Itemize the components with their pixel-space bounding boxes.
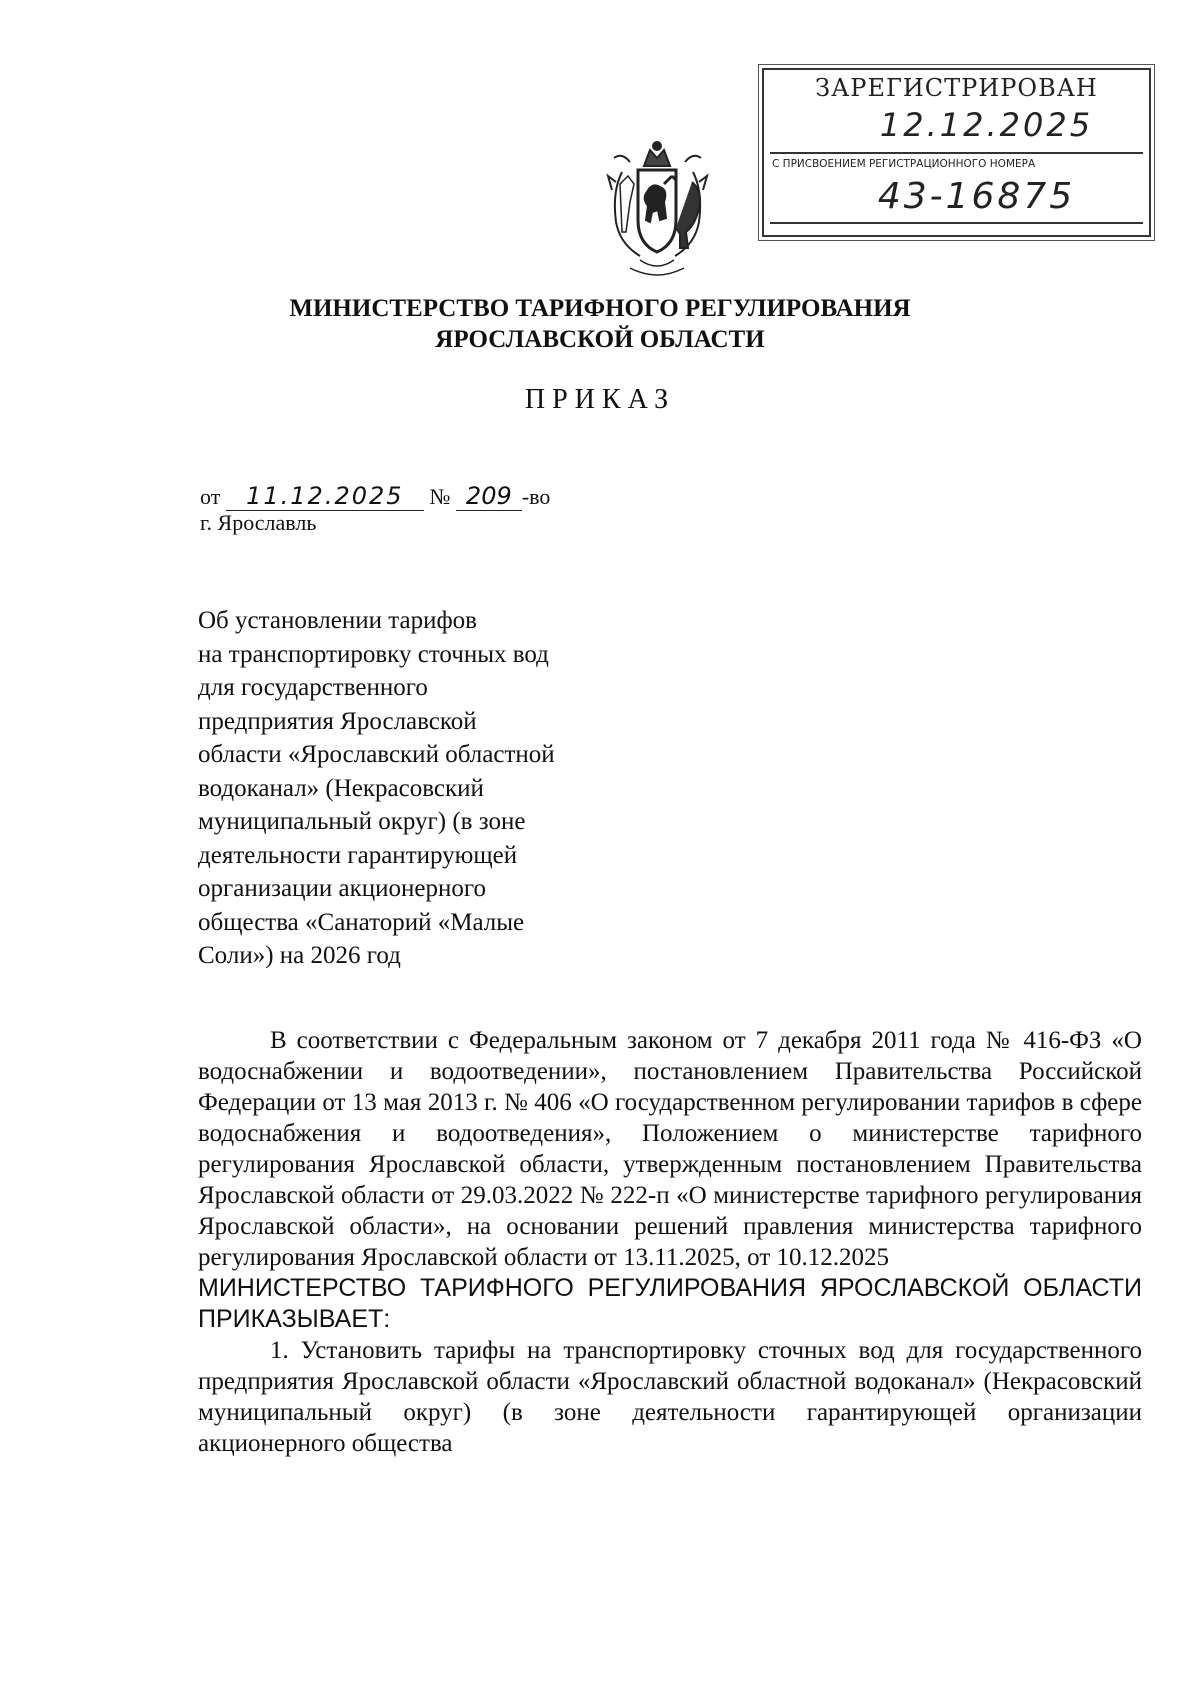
stamp-number: 43-16875 [877, 176, 1076, 217]
stamp-divider [770, 222, 1143, 224]
order-date: 11.12.2025 [226, 482, 424, 511]
order-subject [198, 604, 618, 973]
item-1-paragraph: 1. Установить тарифы на транспортировку сточных вод для государственного предприятия Ярославской области «Ярославский областной водоканал» (Некрасовский муниципальный округ) (в зоне деятельности гарантирующей организации акционерного общества [198, 1337, 1142, 1457]
subject-line: для государственного [198, 674, 428, 701]
subject-line: деятельности гарантирующей [198, 841, 518, 869]
registration-stamp [762, 68, 1151, 237]
order-number: 209 [456, 482, 522, 511]
ministry-line-1: МИНИСТЕРСТВО ТАРИФНОГО РЕГУЛИРОВАНИЯ [289, 295, 911, 322]
order-date-number-line [200, 482, 550, 511]
number-label: № [429, 484, 451, 509]
subject-line: общества «Санаторий «Малые [198, 908, 525, 936]
subject-line: организации акционерного [198, 875, 486, 902]
stamp-title: ЗАРЕГИСТРИРОВАН [815, 74, 1098, 102]
document-body [198, 1025, 1142, 1459]
order-number-suffix: -во [521, 484, 551, 509]
preamble-paragraph: В соответствии с Федеральным законом от 7 декабря 2011 года № 416-ФЗ «О водоснабжении и водоотведении», постановлением Правительства Российской Федерации от 13 мая 2013 г. № 406 «О государственном регулировании тарифов в сфере водоснабжения и водоотведения», Положением о министерстве тарифного регулирования Ярославской области, утвержденным постановлением Правительства Ярославской области от 29.03.2022 № 222-п «О министерстве тарифного регулирования Ярославской области», на основании решений правления министерства тарифного регулирования Ярославской области от 13.11.2025, от 10.12.2025 [198, 1027, 1142, 1271]
subject-line: водоканал» (Некрасовский [198, 774, 484, 802]
subject-line: на транспортировку сточных вод [198, 640, 549, 668]
yaroslavl-coat-of-arms-icon [600, 132, 715, 282]
stamp-subtitle: С ПРИСВОЕНИЕМ РЕГИСТРАЦИОННОГО НОМЕРА [772, 158, 1036, 170]
subject-line: Об установлении тарифов [198, 607, 477, 634]
subject-line: муниципальный округ) (в зоне [198, 808, 526, 835]
document-type-title: ПРИКАЗ [524, 384, 676, 415]
stamp-divider [770, 152, 1143, 154]
subject-line: предприятия Ярославской [198, 707, 477, 735]
stamp-date: 12.12.2025 [879, 106, 1094, 144]
city: г. Ярославль [200, 510, 317, 535]
from-label: от [200, 484, 221, 509]
subject-line: области «Ярославский областной [198, 741, 555, 768]
ministry-name [0, 293, 1200, 355]
ordering-clause: МИНИСТЕРСТВО ТАРИФНОГО РЕГУЛИРОВАНИЯ ЯРОСЛАВСКОЙ ОБЛАСТИ ПРИКАЗЫВАЕТ: [198, 1274, 1142, 1333]
subject-line: Соли») на 2026 год [198, 942, 401, 969]
ministry-line-2: ЯРОСЛАВСКОЙ ОБЛАСТИ [435, 326, 765, 353]
